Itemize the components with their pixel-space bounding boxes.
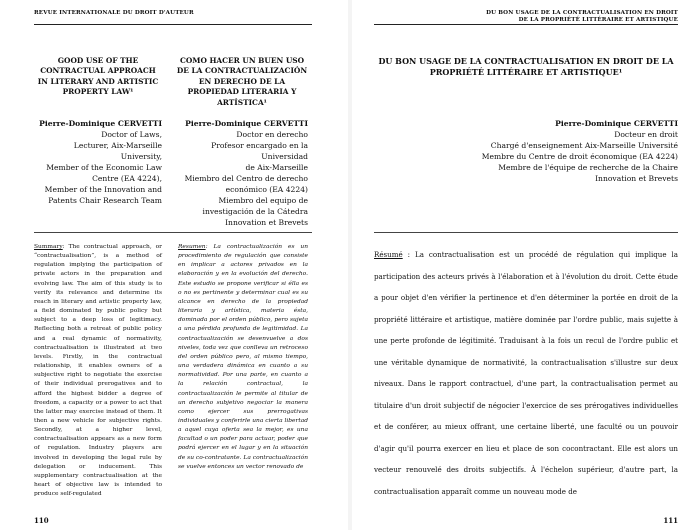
section-divider-right — [374, 232, 678, 233]
author-affiliation-line: Centre (EA 4224), — [92, 174, 162, 183]
running-head-left: REVUE INTERNATIONALE DU DROIT D'AUTEUR — [34, 10, 194, 16]
page-number-right: 111 — [663, 516, 678, 525]
author-affiliation-line: Doctor en derecho — [236, 130, 308, 139]
right-page — [352, 0, 700, 530]
author-affiliation-line: Universidad — [261, 152, 308, 161]
author-affiliation-line: Member of the Economic Law — [46, 163, 162, 172]
page-number-left: 110 — [34, 516, 49, 525]
resume-text: : La contractualisation est un procédé de régulation qui implique la participation des acteurs privés à l'élaboration et à l'évolution du droit. Cette étude a pour objet d'en vérifier la pertinence et d'en déterminer la portée en droit de la propriété littéraire et artistique, matière dominée par l'ordre public, mais sujette à une perte profonde de légitimité. Traduisant à la fois un recul de l'ordre public et une véritable dynamique de normativité, la contractualisation s'illustre sur deux niveaux. Dans le rapport contractuel, d'une part, la contractualisation permet au titulaire d'un droit subjectif de négocier l'exercice de ses prérogatives individuelles et de conférer, au mieux offrant, une certaine liberté, une faculté ou un pouvoir d'agir qu'il pourra exercer en lieu et place de son cocontractant. Elle est alors un vecteur renouvelé des droits subjectifs. À l'échelon supérieur, d'autre part, la contractualisation apparaît comme un nouveau mode de — [374, 250, 678, 496]
section-divider-left — [34, 232, 312, 233]
author-block-spanish — [178, 118, 308, 228]
author-affiliation-line: Membre du Centre de droit économique (EA 4224) — [481, 152, 678, 161]
header-rule-right — [374, 24, 678, 25]
author-affiliation-line: Lecturer, Aix-Marseille University, — [73, 141, 162, 161]
summary-label: Summary — [34, 244, 63, 250]
left-page — [0, 0, 348, 530]
author-affiliation-line: Chargé d'enseignement Aix-Marseille Université — [490, 141, 678, 150]
summary-english — [34, 243, 162, 499]
running-head-line: DE LA PROPRIÉTÉ LITTÉRAIRE ET ARTISTIQUE — [518, 17, 678, 23]
title-spanish: COMO HACER UN BUEN USO DE LA CONTRACTUALIZACIÓN EN DERECHO DE LA PROPIEDAD LITERARIA Y ARTÍSTICA¹ — [176, 56, 308, 107]
resume-label: Résumé — [374, 250, 403, 259]
title-french: DU BON USAGE DE LA CONTRACTUALISATION EN DROIT DE LA PROPRIÉTÉ LITTÉRAIRE ET ARTISTIQUE¹ — [378, 56, 674, 77]
running-head-right — [486, 10, 678, 24]
summary-french — [374, 244, 678, 502]
author-name: Pierre-Dominique CERVETTI — [39, 119, 162, 128]
summary-spanish — [178, 243, 308, 472]
running-head-line: DU BON USAGE DE LA CONTRACTUALISATION EN DROIT — [486, 10, 678, 16]
author-affiliation-line: Miembro del Centro de derecho — [184, 174, 308, 183]
author-affiliation-line: Doctor of Laws, — [101, 130, 162, 139]
author-affiliation-line: económico (EA 4224) — [225, 185, 308, 194]
author-affiliation-line: Miembro del equipo de — [218, 196, 308, 205]
author-affiliation-line: Patents Chair Research Team — [48, 196, 162, 205]
author-affiliation-line: de Aix-Marseille — [245, 163, 308, 172]
resumen-label: Resumen — [178, 244, 206, 250]
author-name: Pierre-Dominique CERVETTI — [555, 119, 678, 128]
author-affiliation-line: Docteur en droit — [614, 130, 678, 139]
author-affiliation-line: Membre de l'équipe de recherche de la Chaire — [498, 163, 678, 172]
title-english: GOOD USE OF THE CONTRACTUAL APPROACH IN LITERARY AND ARTISTIC PROPERTY LAW¹ — [37, 56, 159, 97]
author-block-french — [374, 118, 678, 184]
author-affiliation-line: Member of the Innovation and — [44, 185, 162, 194]
author-block-english — [34, 118, 162, 206]
author-affiliation-line: Innovation et Brevets — [225, 218, 308, 227]
author-affiliation-line: investigación de la Cátedra — [202, 207, 308, 216]
author-name: Pierre-Dominique CERVETTI — [185, 119, 308, 128]
header-rule-left — [34, 24, 312, 25]
author-affiliation-line: Innovation et Brevets — [595, 174, 678, 183]
author-affiliation-line: Profesor encargado en la — [211, 141, 308, 150]
resumen-text: : La contractualización es un procedimiento de regulación que consiste en implicar a actores privados en la elaboración y en la evolución del derecho. Este estudio se propone verificar si élla es o no es pertinente y determinar cual es su alcance en derecho de la propiedad literaria y artística, materia ésta, dominada por el orden público, pero sujeta a una pérdida profunda de legitimidad. La contractualización se desenvuelve a dos niveles, toda vez que conlleva un retroceso del orden público pero, al mismo tiempo, una verdadera dinámica en cuanto a su normatividad. Por una parte, en cuanto a la relación contractual, la contractualización le permite al titular de un derecho subjetivo negociar la manera como ejercer sus prerrogativas individuales y conferirle una cierta libertad a aquel cuya oferta sea la mejor, es una facultad o un poder para actuar, poder que podrá ejercer en el lugar y en la situación de su co-contratante. La contractualización se vuelve entonces un vector renovado de — [178, 244, 308, 470]
summary-text: : The contractual approach, or “contractualisation”, is a method of regulation implying the participation of private actors in the preparation and evolving law. The aim of this study is to verify its relevance and determine its reach in literary and artistic property law, a field dominated by public policy but subject to a deep loss of legitimacy. Reflecting both a retreat of public policy and a real dynamic of normativity, contractualisation is illustrated at two levels. Firstly, in the contractual relationship, it enables owners of a subjective right to negotiate the exercise of their individual prerogatives and to afford the highest bidder a degree of freedom, a capacity or a power to act that the latter may exercise instead of them. It then a new vehicle for subjective rights. Secondly, at a higher level, contractualisation appears as a new form of regulation. Industry players are involved in developing the legal rule by delegation or inducement. This supplementary contractualisation at the heart of objective law is intended to produce self-regulated — [34, 244, 162, 498]
